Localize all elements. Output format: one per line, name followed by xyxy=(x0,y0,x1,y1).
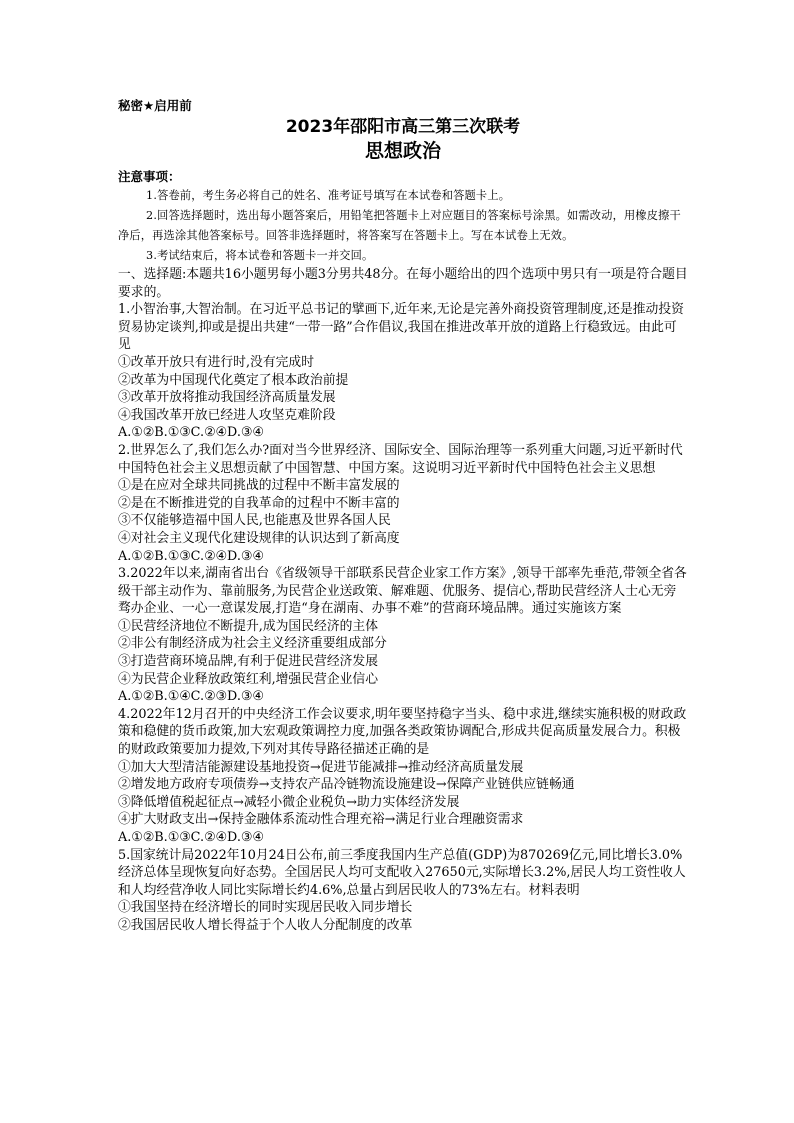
notice-item: 2.回答选择题时，选出每小题答案后，用铅笔把答题卡上对应题目的答案标号涂黑。如需改动，用橡皮擦干净后，再选涂其他答案标号。回答非选择题时，将答案写在答题卡上。写在本试卷上无效。 xyxy=(118,209,681,242)
question-3 xyxy=(118,565,688,706)
option-1: ①我国坚持在经济增长的同时实现居民收入同步增长 xyxy=(118,900,413,916)
option-2: ②我国居民收人增长得益于个人收人分配制度的改革 xyxy=(118,917,413,933)
question-stem: 2.世界怎么了,我们怎么办?面对当今世界经济、国际安全、国际治理等一系列重大问题,习近平新时代中国特色社会主义思想贡献了中国智慧、中国方案。这说明习近平新时代中国特色社会主义思想 xyxy=(118,442,683,476)
question-stem: 3.2022年以来,湖南省出台《省级领导干部联系民营企业家工作方案》,领导干部率先垂范,带领全省各级干部主动作为、靠前服务,为民营企业送政策、解难题、优服务、提信心,帮助民营经济人士心无旁骛办企业、一心一意谋发展,打造“身在湖南、办事不难”的营商环境品牌。通过实施该方案 xyxy=(118,566,687,617)
notice-heading: 注意事项： xyxy=(118,169,181,184)
option-4: ④对社会主义现代化建设规律的认识达到了新高度 xyxy=(118,530,400,546)
confidential-mark: 秘密★启用前 xyxy=(118,98,192,113)
notice-item: 1.答卷前，考生务必将自己的姓名、准考证号填写在本试卷和答题卡上。 xyxy=(146,189,511,202)
option-3: ③不仅能够造福中国人民,也能惠及世界各国人民 xyxy=(118,513,391,529)
option-1: ①加大大型清洁能源建设基地投资→促进节能减排→推动经济高质量发展 xyxy=(118,759,524,775)
option-1: ①改革开放只有进行时,没有完成时 xyxy=(118,354,315,370)
subject-title: 思想政治 xyxy=(364,140,441,162)
answer-choices: A.①②B.①③C.②④D.③④ xyxy=(118,830,264,845)
option-2: ②是在不断推进党的自我革命的过程中不断丰富的 xyxy=(118,495,400,511)
option-2: ②增发地方政府专项债券→支持农产品冷链物流设施建设→保障产业链供应链畅通 xyxy=(118,777,575,793)
question-5 xyxy=(118,847,688,935)
option-3: ③降低增值税起征点→减轻小微企业税负→助力实体经济发展 xyxy=(118,794,460,810)
option-3: ③改革开放将推动我国经济高质量发展 xyxy=(118,390,336,406)
option-4: ④扩大财政支出→保持金融体系流动性合理充裕→满足行业合理融资需求 xyxy=(118,812,524,828)
option-1: ①民营经济地位不断提升,成为国民经济的主体 xyxy=(118,618,379,634)
answer-choices: A.①②B.①④C.②③D.③④ xyxy=(118,689,264,705)
exam-page xyxy=(118,96,688,935)
answer-choices: A.①②B.①③C.②④D.③④ xyxy=(118,548,264,564)
option-1: ①是在应对全球共同挑战的过程中不断丰富发展的 xyxy=(118,478,400,494)
question-stem: 1.小智治事,大智治制。在习近平总书记的擘画下,近年来,无论是完善外商投资管理制度,还是推动投资贸易协定谈判,抑或是提出共建“一带一路”合作倡议,我国在推进改革开放的道路上行稳致远。由此可见 xyxy=(118,302,684,353)
question-stem: 4.2022年12月召开的中央经济工作会议要求,明年要坚持稳字当头、稳中求进,继续实施积极的财政政策和稳健的货币政策,加大宏观政策调控力度,加强各类政策协调配合,形成共促高质量发展合力。积极的财政政策要加力提效,下列对其传导路径描述正确的是 xyxy=(118,706,687,758)
section-intro: 一、选择题:本题共16小题男每小题3分男共48分。在每小题给出的四个选项中男只有一项是符合题目要求的。 xyxy=(118,267,688,300)
question-stem: 5.国家统计局2022年10月24日公布,前三季度我国内生产总值(GDP)为870269亿元,同比增长3.0%经济总体呈现恢复向好态势。全国居民人均可支配收入27650元,实际增长3.2%,居民人均工资性收人和人均经营净收人同比实际增长约4.6%,总量占到居民收人的73%左右。材料表明 xyxy=(118,847,686,898)
notice-item: 3.考试结束后，将本试卷和答题卡一并交回。 xyxy=(146,249,374,262)
option-2: ②改革为中国现代化奠定了根本政治前提 xyxy=(118,372,349,388)
question-1 xyxy=(118,301,688,442)
option-3: ③打造营商环境品牌,有利于促进民营经济发展 xyxy=(118,654,379,670)
option-4: ④为民营企业释放政策红利,增强民营企业信心 xyxy=(118,671,379,687)
question-4 xyxy=(118,706,688,847)
option-2: ②非公有制经济成为社会主义经济重要组成部分 xyxy=(118,636,387,652)
answer-choices: A.①②B.①③C.②④D.③④ xyxy=(118,425,264,441)
question-2 xyxy=(118,442,688,565)
exam-title: 2023年邵阳市高三第三次联考 xyxy=(285,117,521,137)
option-4: ④我国改革开放已经进人攻坚克难阶段 xyxy=(118,407,336,423)
